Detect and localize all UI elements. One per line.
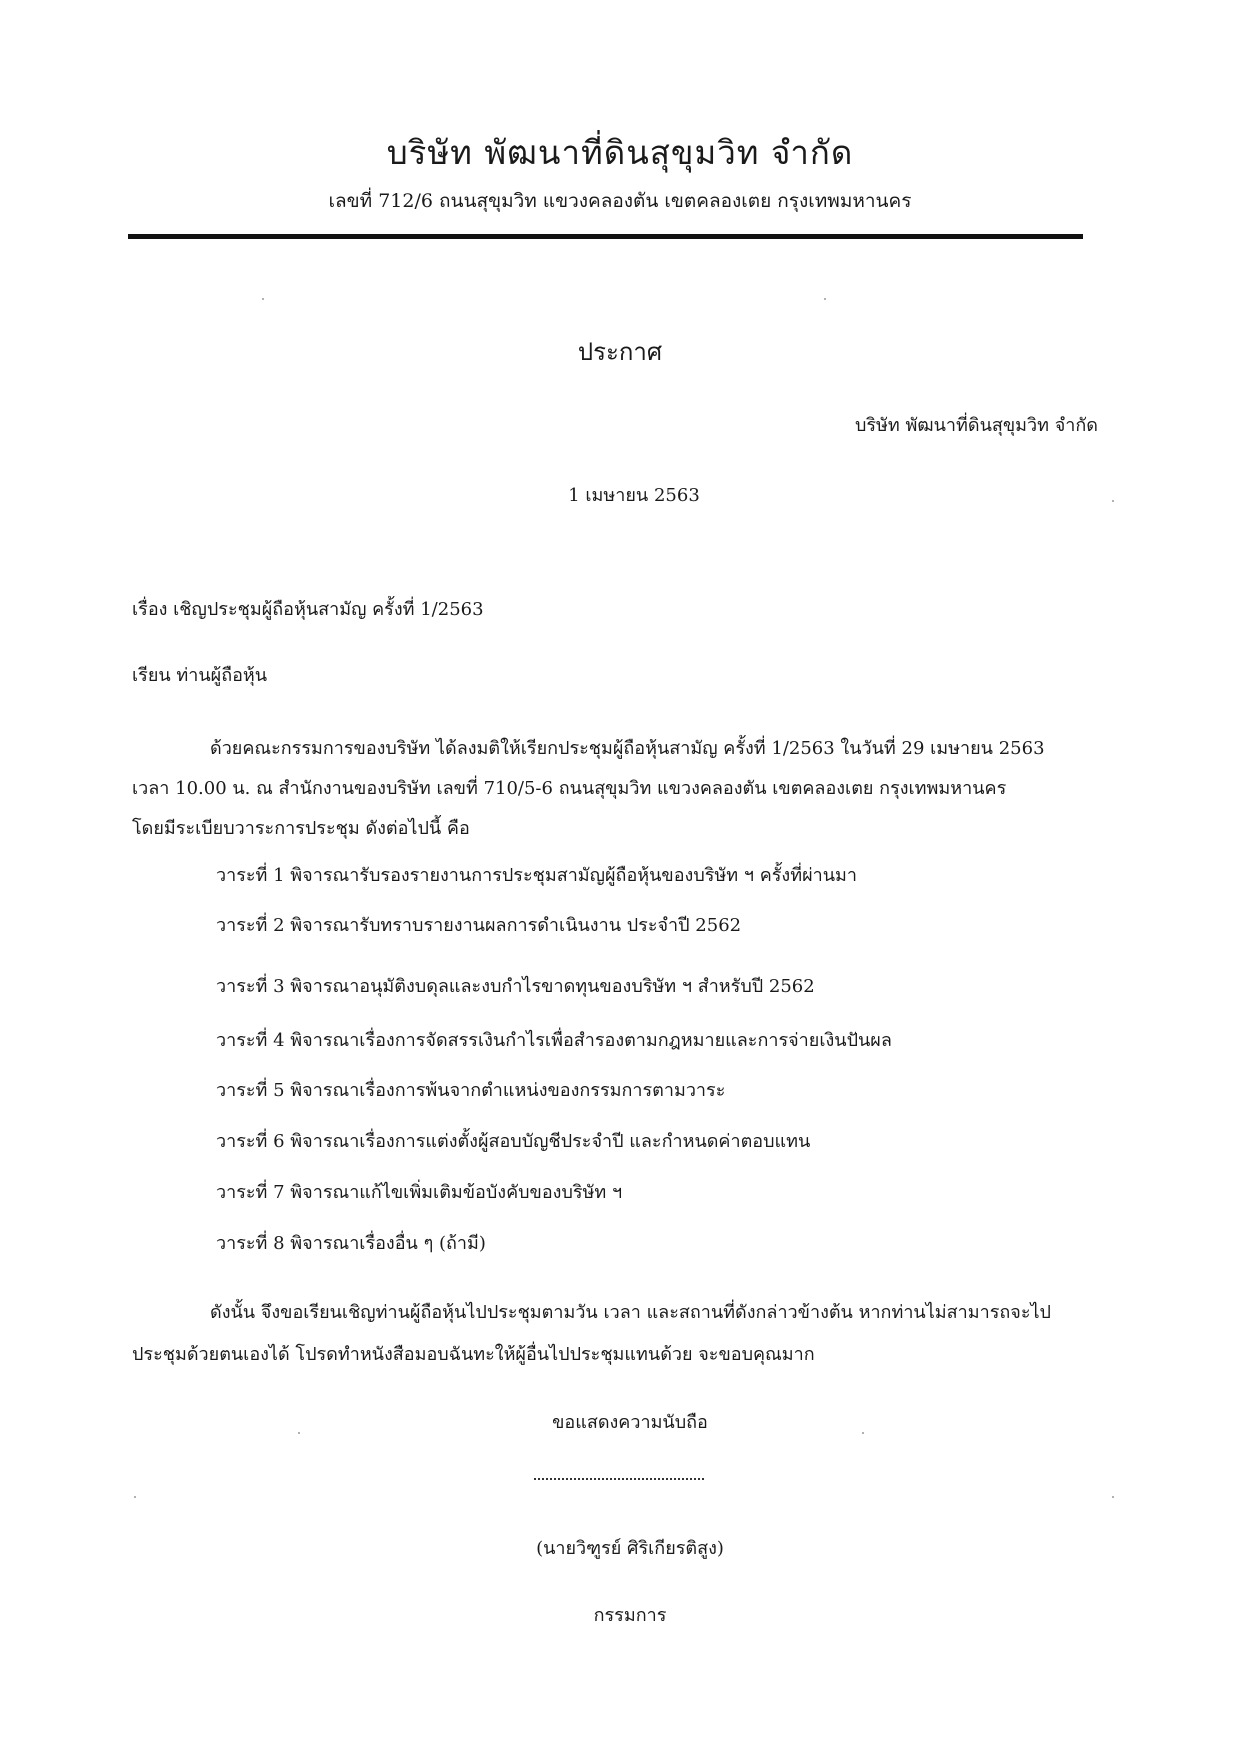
scan-speck xyxy=(1112,500,1114,502)
issuer-name: บริษัท พัฒนาที่ดินสุขุมวิท จำกัด xyxy=(854,415,1098,436)
company-name: บริษัท พัฒนาที่ดินสุขุมวิท จำกัด xyxy=(386,133,854,172)
agenda-item: วาระที่ 3 พิจารณาอนุมัติงบดุลและงบกำไรขาดทุนของบริษัท ฯ สำหรับปี 2562 xyxy=(216,976,815,997)
header-divider xyxy=(128,234,1083,239)
scan-speck xyxy=(134,1496,136,1498)
body-line: โดยมีระเบียบวาระการประชุม ดังต่อไปนี้ คือ xyxy=(132,818,470,839)
company-address: เลขที่ 712/6 ถนนสุขุมวิท แขวงคลองตัน เขตคลองเตย กรุงเทพมหานคร xyxy=(328,190,912,212)
agenda-item: วาระที่ 5 พิจารณาเรื่องการพ้นจากตำแหน่งของกรรมการตามวาระ xyxy=(216,1080,726,1101)
scan-speck xyxy=(262,298,264,300)
body-line: เวลา 10.00 น. ณ สำนักงานของบริษัท เลขที่ 710/5-6 ถนนสุขุมวิท แขวงคลองตัน เขตคลองเตย กรุงเทพมหานคร xyxy=(132,778,1007,799)
scan-speck xyxy=(824,298,826,300)
agenda-item: วาระที่ 1 พิจารณารับรองรายงานการประชุมสามัญผู้ถือหุ้นของบริษัท ฯ ครั้งที่ผ่านมา xyxy=(216,865,858,886)
salutation-line: เรียน ท่านผู้ถือหุ้น xyxy=(132,665,268,686)
signature-line xyxy=(534,1478,704,1480)
subject-line: เรื่อง เชิญประชุมผู้ถือหุ้นสามัญ ครั้งที่ 1/2563 xyxy=(132,599,484,620)
agenda-item: วาระที่ 8 พิจารณาเรื่องอื่น ๆ (ถ้ามี) xyxy=(216,1233,486,1254)
document-heading: ประกาศ xyxy=(577,338,663,366)
agenda-item: วาระที่ 2 พิจารณารับทราบรายงานผลการดำเนินงาน ประจำปี 2562 xyxy=(216,915,742,936)
body-line: ด้วยคณะกรรมการของบริษัท ได้ลงมติให้เรียกประชุมผู้ถือหุ้นสามัญ ครั้งที่ 1/2563 ในวันที่ 29 เมษายน 2563 xyxy=(210,738,1045,759)
agenda-item: วาระที่ 4 พิจารณาเรื่องการจัดสรรเงินกำไรเพื่อสำรองตามกฎหมายและการจ่ายเงินปันผล xyxy=(216,1030,892,1051)
document-date: 1 เมษายน 2563 xyxy=(568,485,700,506)
scan-speck xyxy=(298,1432,300,1434)
closing-line: ดังนั้น จึงขอเรียนเชิญท่านผู้ถือหุ้นไปประชุมตามวัน เวลา และสถานที่ดังกล่าวข้างต้น หากท่านไม่สามารถจะไป xyxy=(210,1302,1051,1323)
signer-name: (นายวิฑูรย์ ศิริเกียรติสูง) xyxy=(536,1538,724,1559)
scan-speck xyxy=(1112,1496,1114,1498)
regards-text: ขอแสดงความนับถือ xyxy=(552,1412,708,1433)
agenda-item: วาระที่ 6 พิจารณาเรื่องการแต่งตั้งผู้สอบบัญชีประจำปี และกำหนดค่าตอบแทน xyxy=(216,1131,811,1152)
scan-speck xyxy=(862,1432,864,1434)
agenda-item: วาระที่ 7 พิจารณาแก้ไขเพิ่มเติมข้อบังคับของบริษัท ฯ xyxy=(216,1182,623,1203)
closing-line: ประชุมด้วยตนเองได้ โปรดทำหนังสือมอบฉันทะให้ผู้อื่นไปประชุมแทนด้วย จะขอบคุณมาก xyxy=(132,1344,815,1365)
signer-position: กรรมการ xyxy=(593,1605,667,1626)
